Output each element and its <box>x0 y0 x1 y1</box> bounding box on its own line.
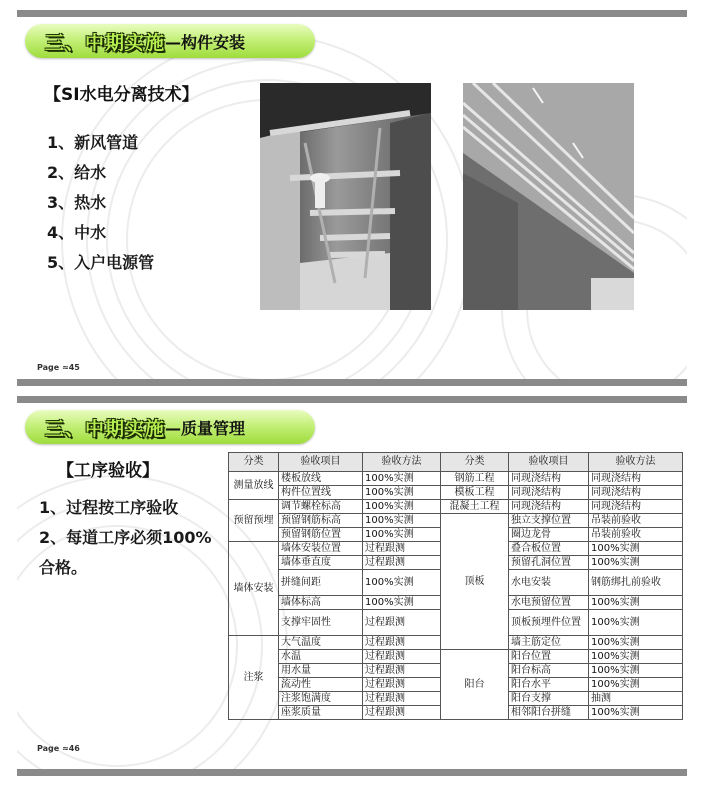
table-row <box>229 650 683 664</box>
item-cell: 顶板预埋件位置 <box>509 610 589 636</box>
section-heading: 【SI水电分离技术】 <box>44 85 199 105</box>
method-cell: 100%实测 <box>363 486 441 500</box>
list-item: 2、给水 <box>47 163 107 182</box>
method-cell: 过程跟测 <box>363 664 441 678</box>
category-cell: 顶板 <box>441 514 509 650</box>
method-cell: 同现浇结构 <box>589 500 683 514</box>
item-cell: 墙体垂直度 <box>279 556 363 570</box>
header-method: 验收方法 <box>589 453 683 472</box>
list-item: 3、热水 <box>47 193 107 212</box>
title-main: 三、中期实施 <box>45 417 166 440</box>
slide-title <box>25 410 315 444</box>
ceiling-pipes-photo <box>463 83 634 310</box>
item-cell: 同现浇结构 <box>509 500 589 514</box>
method-cell: 同现浇结构 <box>589 472 683 486</box>
category-cell: 测量放线 <box>229 472 279 500</box>
item-cell: 相邻阳台拼缝 <box>509 706 589 720</box>
method-cell: 抽测 <box>589 692 683 706</box>
method-cell: 钢筋绑扎前验收 <box>589 570 683 596</box>
method-cell: 100%实测 <box>589 556 683 570</box>
item-cell: 用水量 <box>279 664 363 678</box>
item-cell: 预留孔洞位置 <box>509 556 589 570</box>
method-cell: 100%实测 <box>363 570 441 596</box>
header-method: 验收方法 <box>363 453 441 472</box>
top-bar <box>17 10 687 17</box>
item-cell: 阳台支撑 <box>509 692 589 706</box>
header-category: 分类 <box>441 453 509 472</box>
item-cell: 水电安装 <box>509 570 589 596</box>
method-cell: 过程跟测 <box>363 610 441 636</box>
item-cell: 墙体标高 <box>279 596 363 610</box>
item-cell: 同现浇结构 <box>509 486 589 500</box>
list-item: 5、入户电源管 <box>47 253 155 272</box>
category-cell: 阳台 <box>441 650 509 720</box>
table-row <box>229 486 683 500</box>
slide-45 <box>17 10 687 386</box>
category-cell: 钢筋工程 <box>441 472 509 486</box>
header-item: 验收项目 <box>279 453 363 472</box>
slide-46 <box>17 396 687 776</box>
method-cell: 吊装前验收 <box>589 514 683 528</box>
item-cell: 圈边龙骨 <box>509 528 589 542</box>
header-item: 验收项目 <box>509 453 589 472</box>
method-cell: 过程跟测 <box>363 678 441 692</box>
item-list <box>47 128 154 278</box>
method-cell: 100%实测 <box>589 636 683 650</box>
method-cell: 过程跟测 <box>363 556 441 570</box>
method-cell: 100%实测 <box>589 542 683 556</box>
method-cell: 吊装前验收 <box>589 528 683 542</box>
title-sub: —质量管理 <box>165 418 246 438</box>
category-cell: 注浆 <box>229 636 279 720</box>
item-cell: 预留钢筋位置 <box>279 528 363 542</box>
method-cell: 同现浇结构 <box>589 486 683 500</box>
list-item: 1、新风管道 <box>47 133 139 152</box>
method-cell: 100%实测 <box>363 596 441 610</box>
method-cell: 100%实测 <box>589 650 683 664</box>
table-row <box>229 500 683 514</box>
title-main: 三、中期实施 <box>45 31 166 54</box>
item-cell: 墙体安装位置 <box>279 542 363 556</box>
slide-title <box>25 24 315 58</box>
list-item: 2、每道工序必须100% <box>39 528 212 547</box>
method-cell: 100%实测 <box>589 678 683 692</box>
list-item: 1、过程按工序验收 <box>39 498 179 517</box>
item-cell: 注浆饱满度 <box>279 692 363 706</box>
method-cell: 过程跟测 <box>363 650 441 664</box>
method-cell: 100%实测 <box>363 500 441 514</box>
item-cell: 水温 <box>279 650 363 664</box>
method-cell: 过程跟测 <box>363 706 441 720</box>
category-cell: 墙体安装 <box>229 542 279 636</box>
item-cell: 构件位置线 <box>279 486 363 500</box>
page-number: Page ≈45 <box>37 363 80 372</box>
item-cell: 楼板放线 <box>279 472 363 486</box>
item-cell: 阳台标高 <box>509 664 589 678</box>
item-cell: 大气温度 <box>279 636 363 650</box>
item-cell: 流动性 <box>279 678 363 692</box>
method-cell: 100%实测 <box>363 514 441 528</box>
method-cell: 100%实测 <box>589 706 683 720</box>
method-cell: 100%实测 <box>363 528 441 542</box>
category-cell: 混凝土工程 <box>441 500 509 514</box>
inspection-table <box>228 452 683 720</box>
method-cell: 100%实测 <box>363 472 441 486</box>
method-cell: 100%实测 <box>589 596 683 610</box>
item-cell: 墙主筋定位 <box>509 636 589 650</box>
top-bar <box>17 396 687 403</box>
method-cell: 过程跟测 <box>363 542 441 556</box>
title-sub: —构件安装 <box>165 32 246 52</box>
table-row <box>229 472 683 486</box>
item-cell: 独立支撑位置 <box>509 514 589 528</box>
item-cell: 叠合板位置 <box>509 542 589 556</box>
method-cell: 100%实测 <box>589 664 683 678</box>
table-header-row <box>229 453 683 472</box>
item-cell: 座浆质量 <box>279 706 363 720</box>
list-item: 4、中水 <box>47 223 107 242</box>
bottom-bar <box>17 769 687 776</box>
item-cell: 拼缝间距 <box>279 570 363 596</box>
section-heading: 【工序验收】 <box>57 461 159 481</box>
item-cell: 同现浇结构 <box>509 472 589 486</box>
header-category: 分类 <box>229 453 279 472</box>
item-cell: 调节螺栓标高 <box>279 500 363 514</box>
item-cell: 支撑牢固性 <box>279 610 363 636</box>
page-number: Page ≈46 <box>37 744 80 753</box>
table-row <box>229 514 683 528</box>
category-cell: 模板工程 <box>441 486 509 500</box>
list-item: 合格。 <box>39 558 88 577</box>
item-cell: 阳台水平 <box>509 678 589 692</box>
item-cell: 水电预留位置 <box>509 596 589 610</box>
category-cell: 预留预埋 <box>229 500 279 542</box>
item-list <box>39 494 212 584</box>
pipe-rack-corridor-photo <box>260 83 431 310</box>
method-cell: 100%实测 <box>589 610 683 636</box>
method-cell: 过程跟测 <box>363 636 441 650</box>
item-cell: 预留钢筋标高 <box>279 514 363 528</box>
item-cell: 阳台位置 <box>509 650 589 664</box>
method-cell: 过程跟测 <box>363 692 441 706</box>
bottom-bar <box>17 379 687 386</box>
